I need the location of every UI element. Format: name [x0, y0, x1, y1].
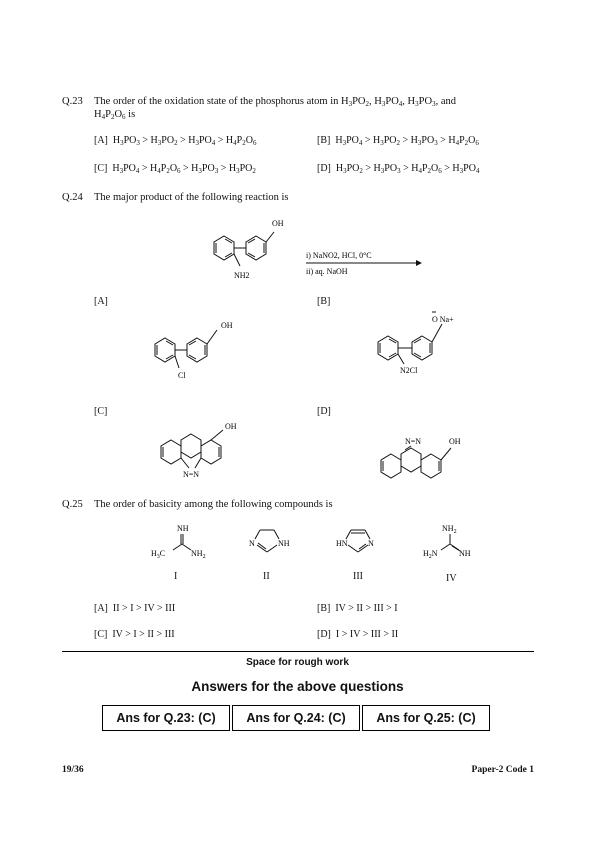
q24-reactant-structure	[214, 232, 274, 266]
q25-option-a-text: II > I > IV > III	[112, 603, 176, 614]
q25-option-b-text: IV > II > III > I	[335, 603, 398, 614]
q24-reaction-scheme	[190, 212, 430, 287]
q24-option-a-structure	[145, 318, 255, 383]
q24-option-a-label[interactable]: [A]	[94, 296, 108, 307]
q24-reagent-2: ii) aq. NaOH	[306, 267, 348, 276]
q23-option-b-label: [B]	[317, 135, 331, 146]
compound-iv-label: IV	[446, 573, 457, 584]
answers-heading: Answers for the above questions	[191, 679, 404, 694]
q25-option-b-label: [B]	[317, 603, 331, 614]
q24-b-ona-label: O Na+	[432, 315, 454, 324]
q24-reagent-1: i) NaNO2, HCl, 0°C	[306, 251, 372, 260]
compound-i-label: I	[174, 571, 178, 582]
compound-ii-structure	[240, 524, 300, 556]
q24-a-cl-label: Cl	[178, 371, 186, 380]
q24-c-azo-label: N=N	[183, 470, 200, 479]
q25-number: Q.25	[62, 499, 83, 510]
answer-box-q24: Ans for Q.24: (C)	[232, 705, 360, 731]
svg-text:NH: NH	[278, 539, 290, 548]
q23-option-a-text: $H_3PO_3 > H_3PO_2 > H_3PO_4 > H_4P_2O_6$	[112, 135, 257, 147]
q23-question-text: The order of the oxidation state of the phosphorus atom in H	[94, 96, 349, 107]
q24-option-b-structure	[370, 306, 480, 381]
q25-option-c-label: [C]	[94, 629, 108, 640]
q25-option-d[interactable]	[317, 629, 398, 640]
svg-text:H2N: $H_2N$	[423, 549, 438, 560]
svg-text:NH2: $NH_2$	[191, 549, 206, 560]
q23-option-a-label: [A]	[94, 135, 108, 146]
reaction-arrow-head	[416, 260, 422, 266]
q25-option-c-text: IV > I > II > III	[112, 629, 175, 640]
q23-option-d-label: [D]	[317, 163, 331, 174]
q23-option-b-text: $H_3PO_4 > H_3PO_2 > H_3PO_3 > H_4P_2O_6$	[335, 135, 479, 147]
svg-text:NH: NH	[177, 524, 189, 533]
q23-number: Q.23	[62, 96, 83, 107]
q25-question-text: The order of basicity among the following compounds is	[94, 499, 333, 510]
q24-reactant-nh2-label: NH2	[234, 271, 250, 280]
q24-option-c-structure	[155, 420, 265, 485]
q24-question-text: The major product of the following reaction is	[94, 192, 289, 203]
q24-a-oh-label: OH	[221, 321, 233, 330]
answer-box-q25: Ans for Q.25: (C)	[362, 705, 490, 731]
q25-option-d-text: I > IV > III > II	[335, 629, 399, 640]
compound-ii-label: II	[263, 571, 270, 582]
q23-option-c-label: [C]	[94, 163, 108, 174]
q24-d-azo-label: N=N	[405, 437, 422, 446]
q23-question-end: is	[128, 109, 136, 120]
q24-c-oh-label: OH	[225, 422, 237, 431]
q24-option-c-label[interactable]: [C]	[94, 406, 108, 417]
compound-i-structure	[145, 522, 215, 562]
svg-text:NH: NH	[459, 549, 471, 558]
q23-option-c[interactable]	[94, 163, 256, 174]
q24-option-d-label[interactable]: [D]	[317, 406, 331, 417]
q25-option-a[interactable]	[94, 603, 175, 614]
svg-text:N: N	[368, 539, 374, 548]
q25-option-d-label: [D]	[317, 629, 331, 640]
q24-d-oh-label: OH	[449, 437, 461, 446]
answer-box-q23: Ans for Q.23: (C)	[102, 705, 230, 731]
q23-option-c-text: $H_3PO_4 > H_4P_2O_6 > H_3PO_3 > H_3PO_2$	[112, 163, 256, 175]
q23-option-d[interactable]	[317, 163, 479, 174]
q23-option-a[interactable]	[94, 135, 256, 146]
svg-text:N: N	[249, 539, 255, 548]
compound-iv-structure	[420, 522, 490, 562]
q23-question: The order of the oxidation state of the phosphorus atom in $H_3PO_2$, $H_3PO_4$, $H_3PO_3$, and $H_4P_2O_6$ is	[94, 96, 456, 121]
q24-reactant-oh-label: OH	[272, 219, 284, 228]
q23-option-b[interactable]	[317, 135, 479, 146]
q25-option-c[interactable]	[94, 629, 175, 640]
q23-option-d-text: $H_3PO_2 > H_3PO_3 > H_4P_2O_6 > H_3PO_4$	[335, 163, 480, 175]
q24-b-n2cl-label: N2Cl	[400, 366, 418, 375]
divider-line	[62, 651, 534, 652]
rough-work-label: Space for rough work	[246, 657, 349, 668]
q24-option-b-label[interactable]: [B]	[317, 296, 331, 307]
q25-option-b[interactable]	[317, 603, 398, 614]
q24-option-d-structure	[375, 432, 485, 492]
q24-number: Q.24	[62, 192, 83, 203]
compound-iii-label: III	[353, 571, 363, 582]
paper-code: Paper-2 Code 1	[471, 765, 534, 775]
q25-option-a-label: [A]	[94, 603, 108, 614]
svg-text:H3C: $H_3C$	[151, 549, 166, 560]
svg-text:NH2: $NH_2$	[442, 524, 457, 535]
svg-text:HN: HN	[336, 539, 348, 548]
compound-iii-structure	[335, 524, 385, 560]
page-number: 19/36	[62, 765, 84, 775]
